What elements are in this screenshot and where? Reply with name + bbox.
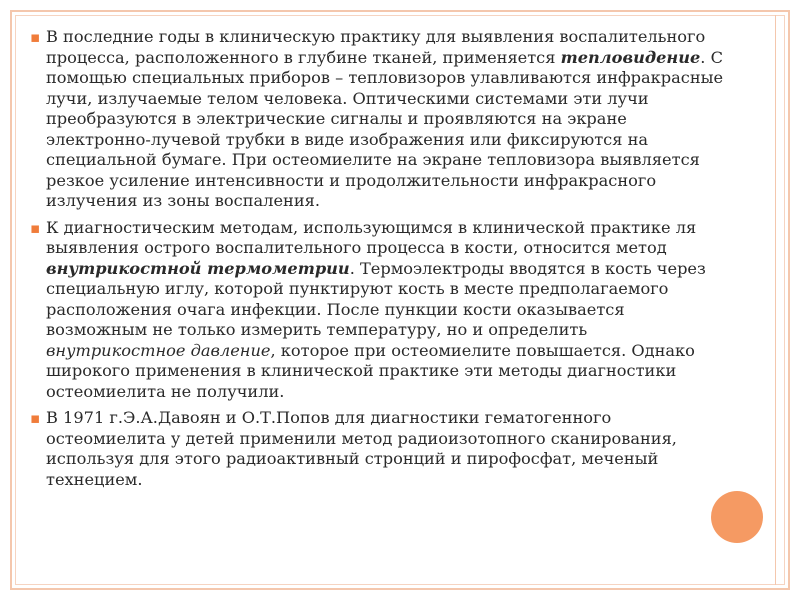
paragraph-thermography xyxy=(30,27,730,212)
term-intraosseous-thermometry: внутрикостной термометрии xyxy=(46,258,350,278)
bullet-icon: ▪ xyxy=(30,28,41,46)
paragraph-intraosseous-thermometry xyxy=(30,218,730,403)
paragraph-radioisotope-scanning xyxy=(30,408,730,490)
paragraph-text: В 1971 г.Э.А.Давоян и О.Т.Попов для диагностики гематогенного остеомиелита у детей применили метод радиоизотопного сканирования, используя для этого радиоактивный стронций и пирофосфат, меченый технецием. xyxy=(46,408,677,489)
paragraph-text: В последние годы в клиническую практику для выявления воспалительного процесса, расположенного в глубине тканей, применяется xyxy=(46,27,706,67)
paragraph-text: К диагностическим методам, использующимся в клинической практике ля выявления острого воспалительного процесса в кости, относится метод xyxy=(46,217,697,257)
slide-right-rule xyxy=(775,15,776,585)
term-thermography: тепловидение xyxy=(560,47,701,67)
paragraph-text: , которое при остеомиелите повышается. Однако широкого применения в клинической практике эти методы диагностики остеомиелита не получили. xyxy=(46,340,695,401)
term-intraosseous-pressure: внутрикостное давление xyxy=(46,340,271,360)
bullet-icon: ▪ xyxy=(30,218,41,237)
paragraph-text: . Термоэлектроды вводятся в кость через специальную иглу, которой пунктируют кость в месте предполагаемого расположения очага инфекции. После пункции кости оказывается возможным не только измерить температуру, но и определить xyxy=(46,258,706,339)
slide-body xyxy=(30,27,730,496)
bullet-icon: ▪ xyxy=(30,409,41,427)
accent-circle xyxy=(711,491,763,543)
paragraph-text: . С помощью специальных приборов – тепловизоров улавливаются инфракрасные лучи, излучаемые телом человека. Оптическими системами эти лучи преобразуются в электрические сигналы и проявляются на экране электронно-лучевой трубки в виде изображения или фиксируются на специальной бумаге. При остеомиелите на экране тепловизора выявляется резкое усиление интенсивности и продолжительности инфракрасного излучения из зоны воспаления. xyxy=(46,47,724,210)
